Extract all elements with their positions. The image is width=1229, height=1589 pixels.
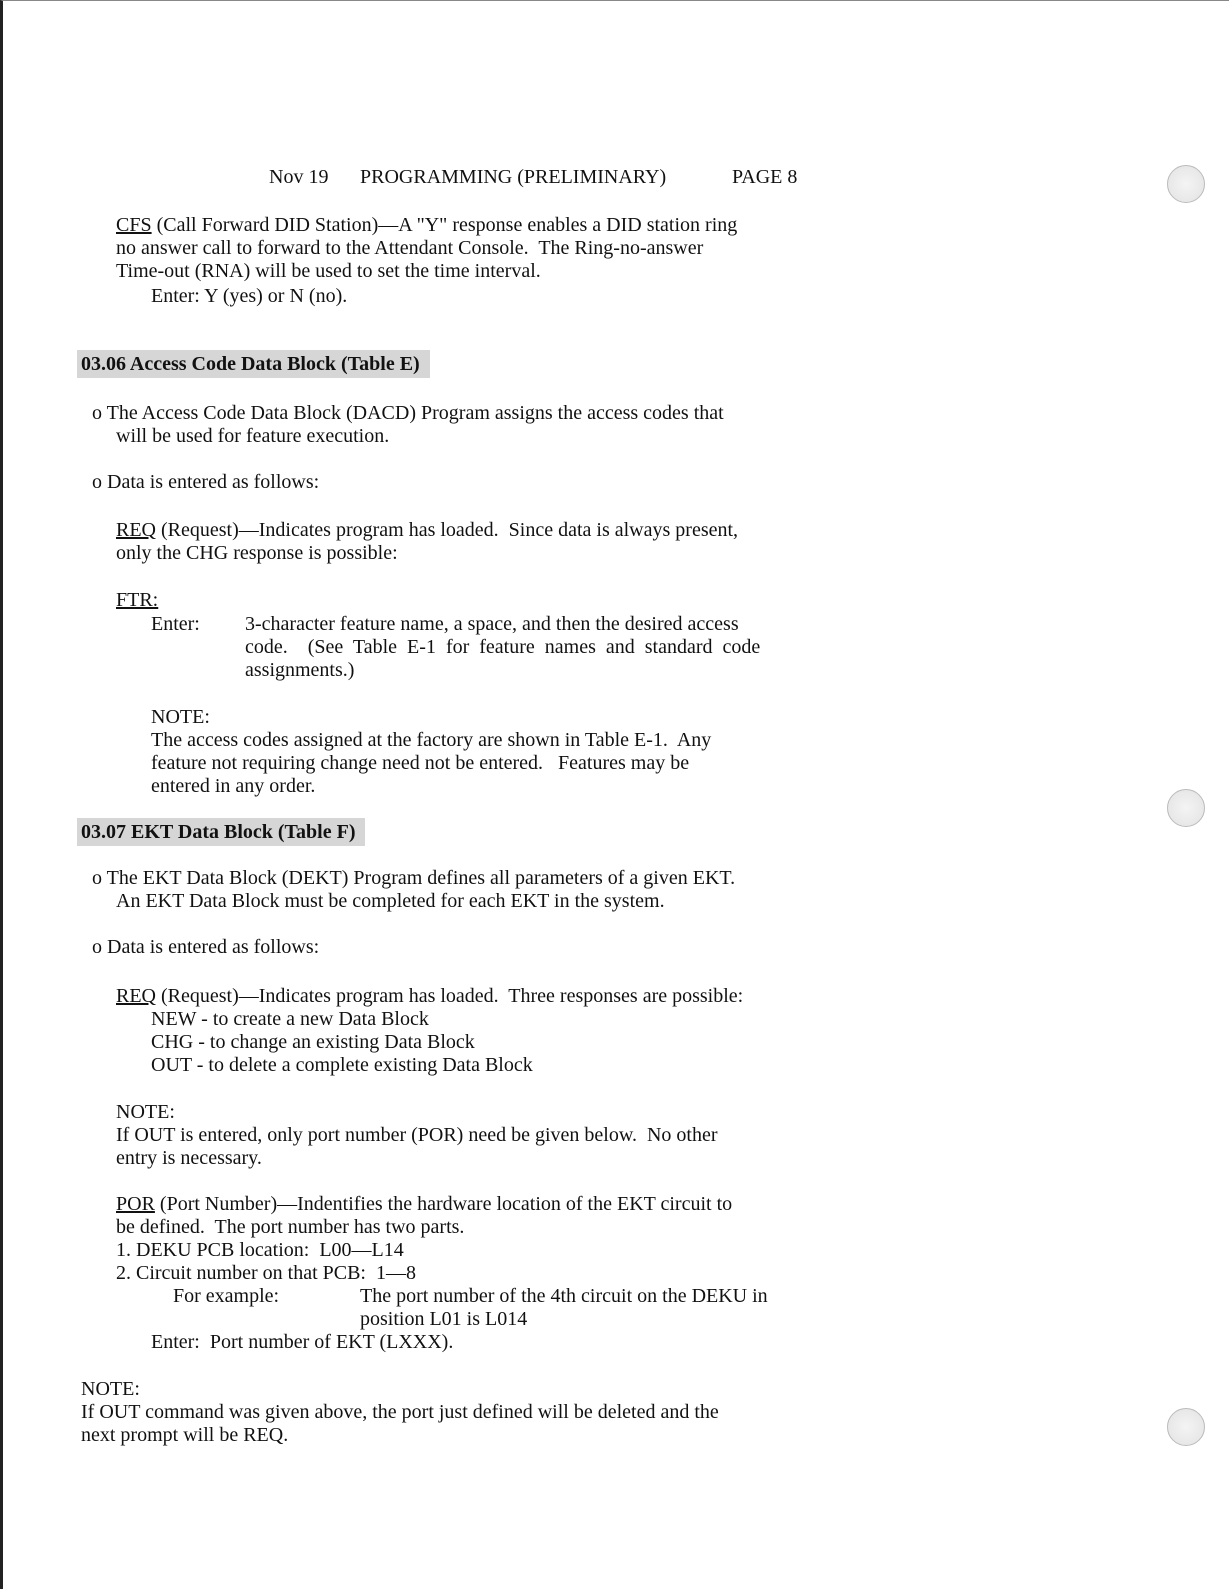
s0307-note-l1: If OUT is entered, only port number (POR) need be given below. No other [116,1124,718,1146]
s0307-item1: 1. DEKU PCB location: L00—L14 [116,1239,404,1261]
punch-hole [1167,165,1205,203]
s0307-out: OUT - to delete a complete existing Data Block [151,1054,533,1076]
s0307-example-l1: The port number of the 4th circuit on the DEKU in [360,1285,768,1307]
s0307-note-l2: entry is necessary. [116,1147,262,1169]
cfs-line1-text: (Call Forward DID Station)—A "Y" response enables a DID station ring [151,214,738,236]
cfs-line3: Time-out (RNA) will be used to set the time interval. [116,260,541,282]
s0307-example-label: For example: [173,1285,280,1307]
s0307-example-l2: position L01 is L014 [360,1308,528,1330]
cfs-line2: no answer call to forward to the Attendant Console. The Ring-no-answer [116,237,704,259]
s0306-req-code: REQ [116,519,156,541]
s0306-ftr-l1: 3-character feature name, a space, and then the desired access [245,613,739,635]
final-note-l1: If OUT command was given above, the port just defined will be deleted and the [81,1401,719,1423]
s0306-note-l2: feature not requiring change need not be entered. Features may be [151,752,690,774]
s0306-bullet1-l1: o The Access Code Data Block (DACD) Program assigns the access codes that [92,402,724,424]
final-note-l2: next prompt will be REQ. [81,1424,289,1446]
s0307-req-l1 [116,985,743,1008]
s0306-bullet1-l2: will be used for feature execution. [116,425,390,447]
s0307-item2: 2. Circuit number on that PCB: 1—8 [116,1262,416,1284]
s0307-req-code: REQ [116,985,156,1007]
s0307-por-text: (Port Number)—Indentifies the hardware location of the EKT circuit to [154,1193,733,1215]
punch-hole [1167,1408,1205,1446]
s0307-bullet2: o Data is entered as follows: [92,936,320,958]
s0307-enter: Enter: Port number of EKT (LXXX). [151,1331,454,1353]
s0306-req-l2: only the CHG response is possible: [116,542,398,564]
s0307-new: NEW - to create a new Data Block [151,1008,429,1030]
s0306-ftr-code: FTR: [116,589,159,611]
final-note-label: NOTE: [81,1378,140,1400]
s0306-bullet2: o Data is entered as follows: [92,471,320,493]
s0307-bullet1-l1: o The EKT Data Block (DEKT) Program defines all parameters of a given EKT. [92,867,736,889]
s0306-req-l1 [116,519,738,542]
s0307-por-code: POR [116,1193,155,1215]
s0306-note-l1: The access codes assigned at the factory are shown in Table E-1. Any [151,729,712,751]
section-heading-0306: 03.06 Access Code Data Block (Table E) [77,350,430,378]
s0307-chg: CHG - to change an existing Data Block [151,1031,475,1053]
s0307-por-l1 [116,1193,732,1216]
cfs-line1 [116,214,737,237]
s0306-ftr-l3: assignments.) [245,659,355,681]
s0307-req-text: (Request)—Indicates program has loaded. Three responses are possible: [156,985,744,1007]
s0306-ftr-l2: code. (See Table E-1 for feature names and standard code [245,636,761,658]
cfs-enter: Enter: Y (yes) or N (no). [151,285,348,307]
s0306-note-label: NOTE: [151,706,210,728]
section-heading-0307: 03.07 EKT Data Block (Table F) [77,818,365,846]
header-date: Nov 19 [269,166,329,188]
cfs-code: CFS [116,214,152,236]
s0307-note-label: NOTE: [116,1101,175,1123]
header-page: PAGE 8 [732,166,798,188]
s0306-note-l3: entered in any order. [151,775,316,797]
s0307-por-l2: be defined. The port number has two parts. [116,1216,465,1238]
header-title: PROGRAMMING (PRELIMINARY) [360,166,667,188]
s0306-req-text: (Request)—Indicates program has loaded. Since data is always present, [156,519,739,541]
s0307-bullet1-l2: An EKT Data Block must be completed for each EKT in the system. [116,890,665,912]
s0306-ftr-enter: Enter: [151,613,200,635]
punch-hole [1167,789,1205,827]
